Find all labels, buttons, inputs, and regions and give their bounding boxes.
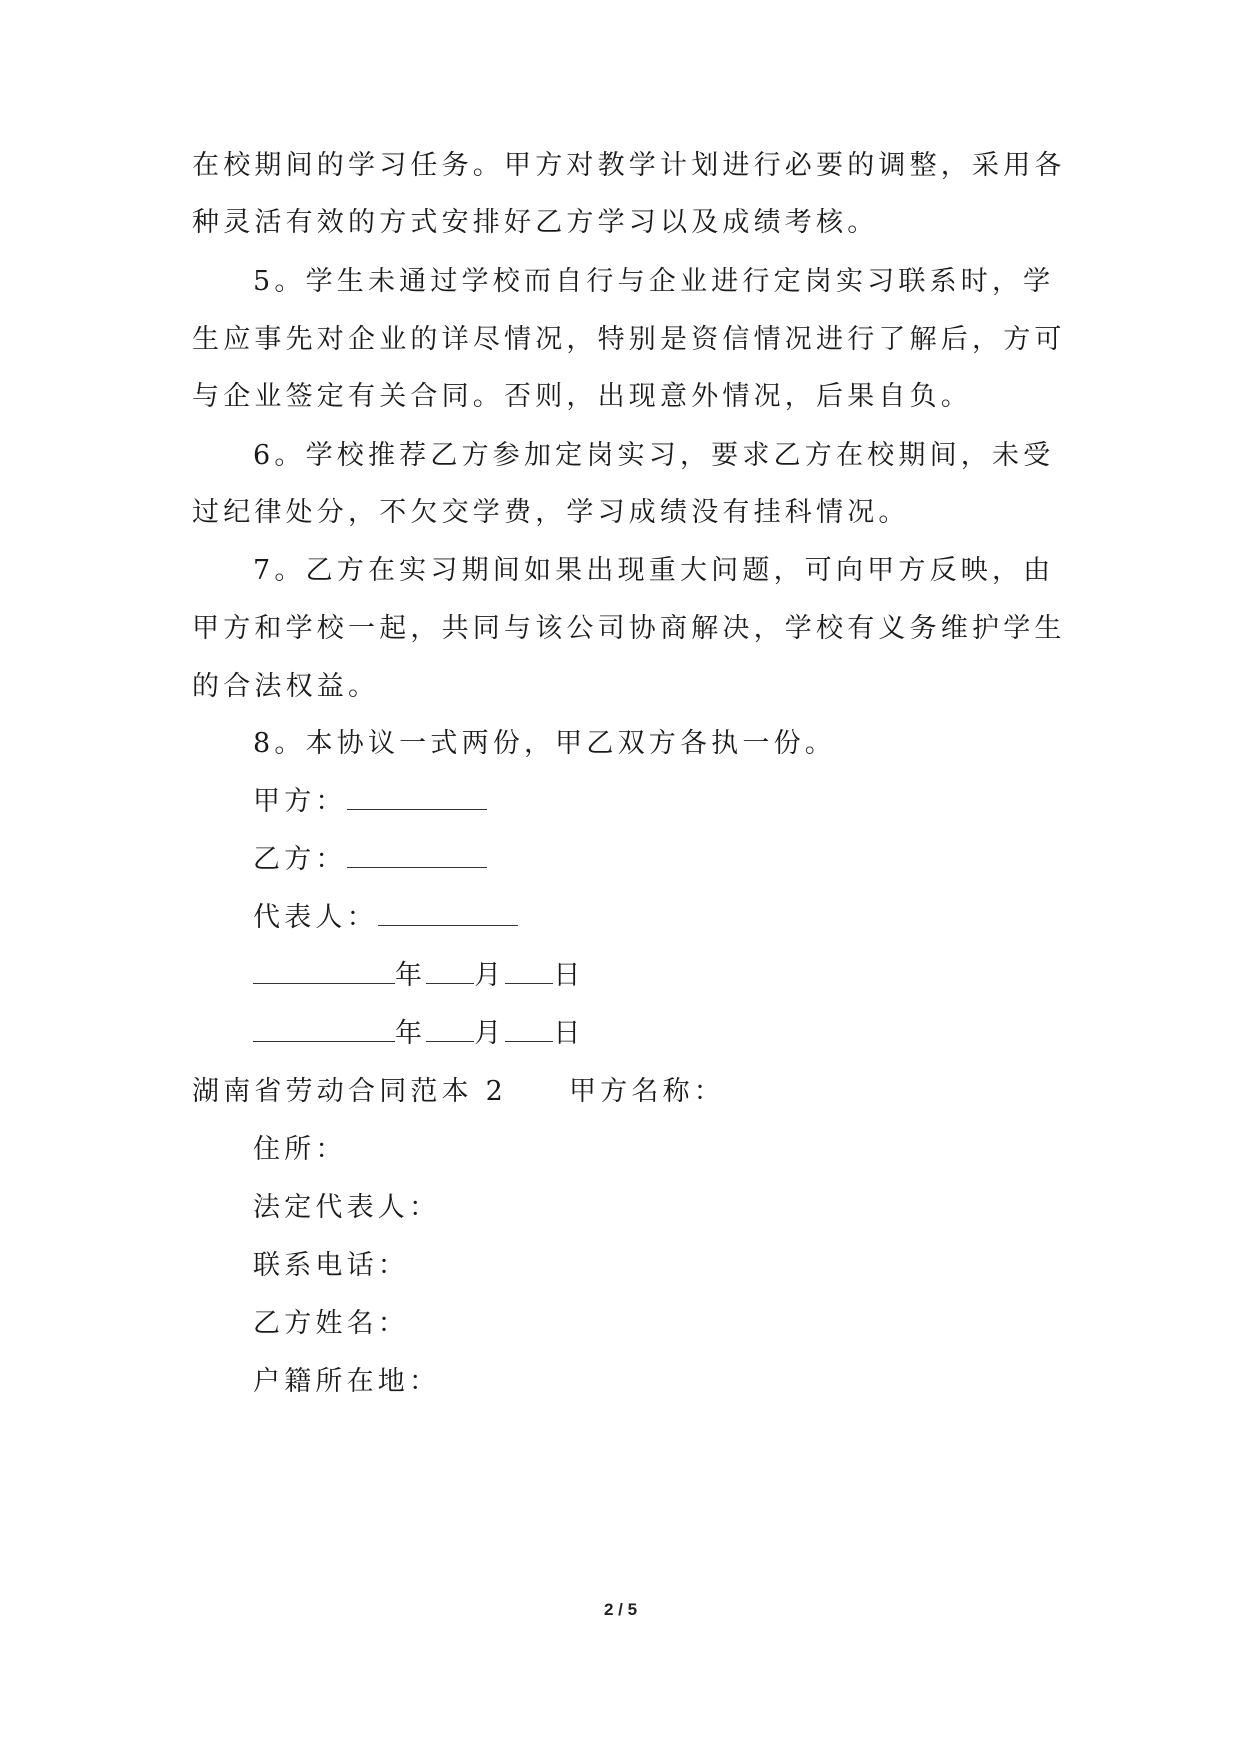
day-label: 日 — [553, 1018, 585, 1049]
day-label: 日 — [553, 960, 585, 991]
date-line-1 — [253, 956, 585, 996]
party-b-blank — [347, 843, 487, 868]
date-line-2 — [253, 1014, 585, 1054]
phone-label: 联系电话： — [253, 1250, 409, 1281]
month-label: 月 — [474, 960, 506, 991]
year-label: 年 — [395, 960, 427, 991]
paragraph-line: 甲方和学校一起，共同与该公司协商解决，学校有义务维护学生 — [192, 613, 1066, 644]
clause-7-line: 7。乙方在实习期间如果出现重大问题，可向甲方反映，由 — [253, 555, 1055, 586]
paragraph-line: 过纪律处分，不欠交学费，学习成绩没有挂科情况。 — [192, 497, 910, 528]
party-b-label: 乙方： — [253, 844, 347, 875]
page-number: 2 / 5 — [603, 1600, 638, 1619]
party-a-label: 甲方： — [253, 786, 347, 817]
paragraph-line: 生应事先对企业的详尽情况，特别是资信情况进行了解后，方可 — [192, 324, 1066, 355]
representative-label: 代表人： — [253, 902, 378, 933]
month-blank — [426, 1017, 474, 1042]
section-2-heading-line — [192, 1072, 725, 1112]
month-label: 月 — [474, 1018, 506, 1049]
section-2-title: 湖南省劳动合同范本 2 — [192, 1076, 507, 1107]
signature-party-a — [253, 782, 487, 822]
clause-5-line: 5。学生未通过学校而自行与企业进行定岗实习联系时，学 — [253, 266, 1055, 297]
representative-blank — [378, 901, 518, 926]
year-blank — [253, 959, 395, 984]
paragraph-line: 与企业签定有关合同。否则，出现意外情况，后果自负。 — [192, 381, 972, 412]
party-a-name-label: 甲方名称： — [568, 1076, 725, 1107]
legal-rep-label: 法定代表人： — [253, 1192, 441, 1223]
signature-representative — [253, 898, 518, 938]
paragraph-line: 种灵活有效的方式安排好乙方学习以及成绩考核。 — [192, 207, 879, 238]
address-label: 住所： — [253, 1134, 347, 1165]
clause-6-line: 6。学校推荐乙方参加定岗实习，要求乙方在校期间，未受 — [253, 440, 1055, 471]
signature-party-b — [253, 840, 487, 880]
hukou-label: 户籍所在地： — [253, 1366, 441, 1397]
day-blank — [505, 959, 553, 984]
party-b-name-label: 乙方姓名： — [253, 1308, 409, 1339]
clause-8-line: 8。本协议一式两份，甲乙双方各执一份。 — [253, 728, 836, 759]
day-blank — [505, 1017, 553, 1042]
paragraph-line: 的合法权益。 — [192, 671, 380, 702]
year-blank — [253, 1017, 395, 1042]
party-a-blank — [347, 785, 487, 810]
month-blank — [426, 959, 474, 984]
paragraph-line: 在校期间的学习任务。甲方对教学计划进行必要的调整，采用各 — [192, 150, 1066, 181]
year-label: 年 — [395, 1018, 427, 1049]
